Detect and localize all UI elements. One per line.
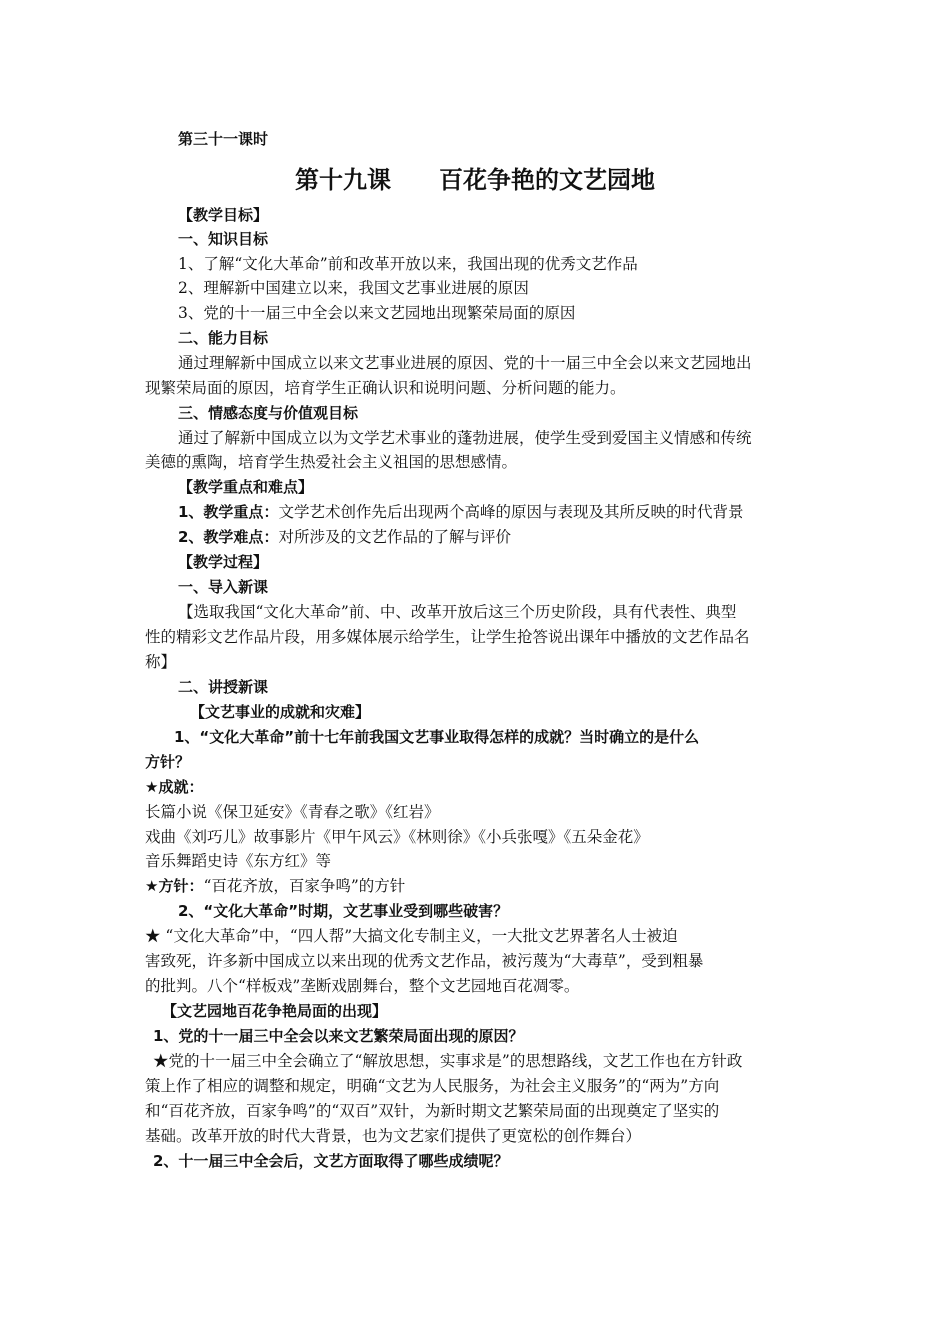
star-policy: ★方针：	[145, 877, 204, 895]
question-1-line-1: 1、“文化大革命”前十七年前我国文艺事业取得怎样的成就？当时确立的是什么	[174, 728, 700, 746]
policy-line	[145, 875, 405, 897]
emotion-text-line-1: 通过了解新中国成立以为文学艺术事业的蓬勃进展，使学生受到爱国主义情感和传统	[178, 429, 752, 447]
knowledge-item-1: 1、了解“文化大革命”前和改革开放以来，我国出现的优秀文艺作品	[178, 255, 638, 273]
question-2: 2、“文化大革命”时期，文艺事业受到哪些破害？	[178, 902, 509, 920]
reason-text-line-3: 和“百花齐放，百家争鸣”的“双百”双针，为新时期文艺繁荣局面的出现奠定了坚实的	[145, 1102, 720, 1120]
intro-text-line-3: 称】	[145, 653, 177, 671]
policy-text: “百花齐放，百家争鸣”的方针	[203, 877, 406, 895]
heading-knowledge-goals: 一、知识目标	[178, 230, 269, 248]
key-point-text: 文学艺术创作先后出现两个高峰的原因与表现及其所反映的时代背景	[278, 503, 744, 521]
difficulty-text: 对所涉及的文艺作品的了解与评价	[278, 528, 511, 546]
reason-text-line-4: 基础。改革开放的时代大背景，也为文艺家们提供了更宽松的创作舞台）	[145, 1127, 642, 1145]
works-novels: 长篇小说《保卫延安》《青春之歌》《红岩》	[145, 803, 440, 821]
heading-teaching-goals: 【教学目标】	[178, 206, 269, 224]
question-3: 1、党的十一届三中全会以来文艺繁荣局面出现的原因？	[153, 1027, 524, 1045]
intro-text-line-1: 【选取我国“文化大革命”前、中、改革开放后这三个历史阶段，具有代表性、典型	[178, 603, 737, 621]
knowledge-item-2: 2、理解新中国建立以来，我国文艺事业进展的原因	[178, 279, 529, 297]
harm-text-line-2: 害致死，许多新中国成立以来出现的优秀文艺作品，被污蔑为“大毒草”，受到粗暴	[145, 952, 704, 970]
heading-blooming: 【文艺园地百花争艳局面的出现】	[162, 1002, 388, 1020]
question-4: 2、十一届三中全会后，文艺方面取得了哪些成绩呢？	[153, 1152, 509, 1170]
heading-teaching-process: 【教学过程】	[178, 553, 269, 571]
heading-emotion-goals: 三、情感态度与价值观目标	[178, 404, 359, 422]
intro-text-line-2: 性的精彩文艺作品片段，用多媒体展示给学生，让学生抢答说出课年中播放的文艺作品名	[145, 628, 750, 646]
knowledge-item-3: 3、党的十一届三中全会以来文艺园地出现繁荣局面的原因	[178, 304, 576, 322]
works-films: 戏曲《刘巧儿》故事影片《甲午风云》《林则徐》《小兵张嘎》《五朵金花》	[145, 828, 649, 846]
difficulty-line	[178, 526, 511, 548]
ability-text-line-1: 通过理解新中国成立以来文艺事业进展的原因、党的十一届三中全会以来文艺园地出	[178, 354, 752, 372]
heading-key-points: 【教学重点和难点】	[178, 478, 314, 496]
reason-text-line-2: 策上作了相应的调整和规定，明确“文艺为人民服务，为社会主义服务”的“两为”方向	[145, 1077, 720, 1095]
lesson-title: 第十九课 百花争艳的文艺园地	[295, 166, 655, 194]
heading-intro: 一、导入新课	[178, 578, 269, 596]
lesson-period: 第三十一课时	[178, 130, 269, 148]
question-1-line-2: 方针？	[145, 753, 191, 771]
star-achievements: ★成就：	[145, 778, 204, 796]
harm-text-line-3: 的批判。八个“样板戏”垄断戏剧舞台，整个文艺园地百花凋零。	[145, 977, 580, 995]
key-point-label: 1、教学重点：	[178, 503, 279, 521]
heading-achievements-disaster: 【文艺事业的成就和灾难】	[190, 703, 371, 721]
difficulty-label: 2、教学难点：	[178, 528, 279, 546]
heading-new-lesson: 二、讲授新课	[178, 678, 269, 696]
ability-text-line-2: 现繁荣局面的原因，培育学生正确认识和说明问题、分析问题的能力。	[145, 379, 626, 397]
works-music: 音乐舞蹈史诗《东方红》等	[145, 852, 332, 870]
key-point-line	[178, 501, 743, 523]
harm-text-line-1: ★ “文化大革命”中，“四人帮”大搞文化专制主义，一大批文艺界著名人士被迫	[145, 927, 678, 945]
emotion-text-line-2: 美德的熏陶，培育学生热爱社会主义祖国的思想感情。	[145, 453, 518, 471]
heading-ability-goals: 二、能力目标	[178, 329, 269, 347]
reason-text-line-1: ★党的十一届三中全会确立了“解放思想，实事求是”的思想路线，文艺工作也在方针政	[153, 1052, 743, 1070]
